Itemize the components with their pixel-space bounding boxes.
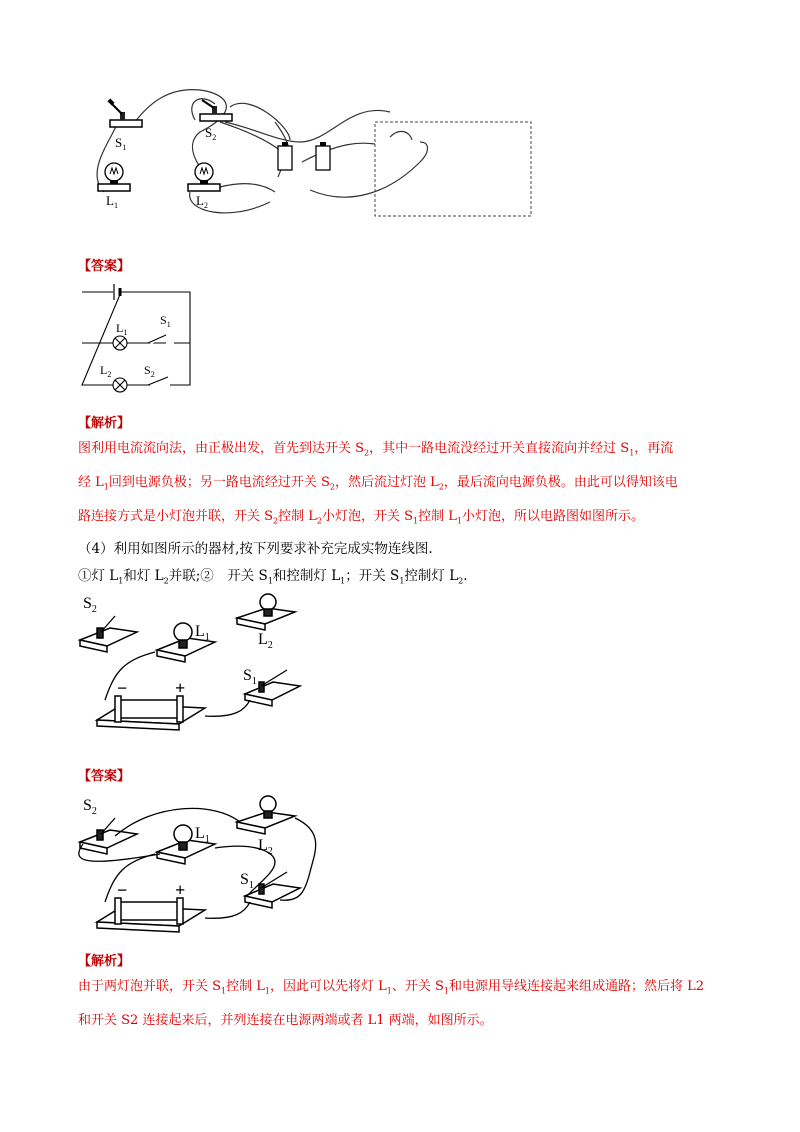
answer-tag-1: 【答案】	[78, 259, 131, 274]
analysis-tag-2: 【解析】	[78, 954, 131, 969]
schem-label-l2: $L_2$	[100, 363, 112, 379]
battery-pair	[278, 142, 330, 170]
ans2-minus: −	[117, 880, 128, 900]
figure-2-wired-answer	[75, 792, 325, 942]
analysis-2-line-1: 由于两灯泡并联，开关 $S_1$控制 $L_1$，因此可以先将灯 $L_1$、开关 $S_1$和电源用导线连接起来组成通路；然后将 L2	[78, 979, 705, 996]
answer-tag-2: 【答案】	[78, 769, 131, 784]
figure-1-physical-circuit	[90, 82, 550, 227]
fig2-plus: +	[175, 678, 186, 698]
dashed-drawing-box	[375, 122, 531, 216]
schem-label-s1: $S_1$	[160, 313, 171, 329]
fig2-label-l2: $L_2$	[258, 631, 273, 651]
ans2-plus: +	[175, 880, 186, 900]
question-4-line-1: （4）利用如图所示的器材,按下列要求补充完成实物连线图.	[78, 541, 433, 557]
fig2-label-s1: $S_1$	[243, 667, 257, 687]
switch-s2	[200, 100, 232, 121]
schem-label-l1: $L_1$	[116, 321, 128, 337]
analysis-1-line-3: 路连接方式是小灯泡并联，开关 $S_2$控制 $L_2$小灯泡，开关 $S_1$控制 $L_1$小灯泡，所以电路图如图所示。	[78, 509, 645, 526]
ans2-label-s2: $S_2$	[83, 797, 97, 817]
analysis-1-text	[78, 432, 728, 534]
switch-s1	[107, 98, 142, 127]
ans2-label-s1: $S_1$	[240, 871, 254, 891]
analysis-1-line-1: 图利用电流流向法，由正极出发，首先到达开关 $S_2$，其中一路电流没经过开关直接流向并经过 $S_1$，再流	[78, 441, 674, 458]
lamp-l1	[98, 163, 130, 191]
fig2-label-l1: $L_1$	[195, 623, 210, 643]
analysis-2-line-2: 和开关 S2 连接起来后，并列连接在电源两端或者 L1 两端，如图所示。	[78, 1013, 493, 1028]
lamp-l2	[188, 163, 220, 191]
label-l2: $L_2$	[196, 193, 208, 210]
analysis-2-text	[78, 970, 758, 1038]
label-l1: $L_1$	[106, 193, 118, 210]
label-s2: $S_2$	[205, 125, 217, 142]
fig2-minus: −	[117, 678, 128, 698]
label-s1: $S_1$	[115, 135, 127, 152]
analysis-tag-1: 【解析】	[78, 416, 131, 431]
schem-label-s2: $S_2$	[144, 363, 155, 379]
fig2-label-s2: $S_2$	[83, 595, 97, 615]
ans2-label-l2: $L_2$	[258, 837, 273, 857]
ans2-label-l1: $L_1$	[195, 825, 210, 845]
circuit-schematic	[80, 280, 200, 395]
figure-2-equipment	[75, 590, 315, 738]
analysis-1-line-2: 经 $L_1$回到电源负极；另一路电流经过开关 $S_2$，然后流过灯泡 $L_2$，最后流向电源负极。由此可以得知该电	[78, 475, 678, 492]
question-4-line-2: ①灯 $L_1$和灯 $L_2$并联;② 开关 $S_1$和控制灯 $L_1$；开关 $S_1$控制灯 $L_2$.	[78, 568, 468, 586]
